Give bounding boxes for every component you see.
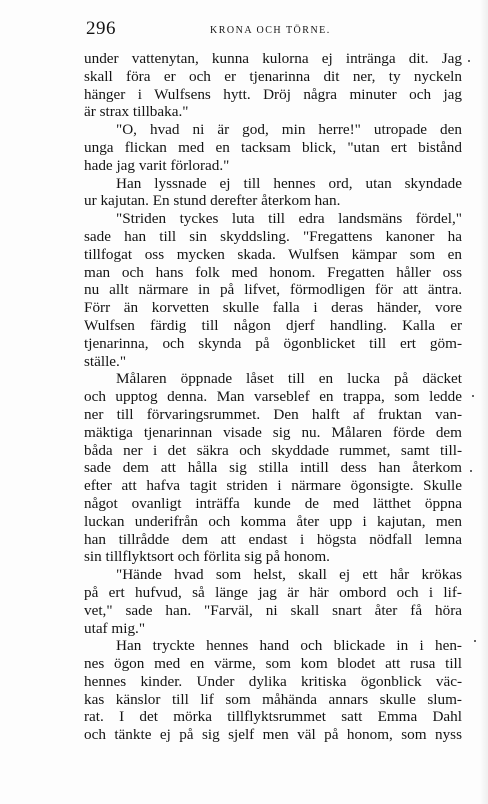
text-line: man och hans folk med honom. Fregatten håller oss xyxy=(84,263,462,281)
text-line: på ert hufvud, så länge jag är här ombord och i lif- xyxy=(84,583,462,601)
text-line: sade dem att hålla sig stilla intill dess han återkom xyxy=(84,459,462,477)
text-line: mäktiga tjenarinnan visade sig nu. Målaren förde dem xyxy=(84,423,462,441)
text-line: och tänkte ej på sig sjelf men väl på honom, som nyss xyxy=(84,726,462,744)
text-line: under vattenytan, kunna kulorna ej intränga dit. Jag xyxy=(84,50,462,67)
text-line: skall föra er och er tjenarinna dit ner, ty nyckeln xyxy=(84,67,462,85)
text-line: Han lyssnade ej till hennes ord, utan skyndade xyxy=(116,174,462,192)
text-line: rat. I det mörka tillflyktsrummet satt Emma Dahl xyxy=(84,708,462,726)
text-line: något ovanligt inträffa kunde de med lätthet öppna xyxy=(84,494,462,512)
text-line: kas känslor till lif som måhända annars skulle slum- xyxy=(84,690,462,708)
text-line: "Striden tyckes luta till edra landsmäns fördel," xyxy=(116,210,462,228)
print-speck xyxy=(468,60,470,62)
text-line: är strax tillbaka." xyxy=(84,103,189,121)
text-line: nu allt närmare in på lifvet, förmodligen för att äntra. xyxy=(84,281,462,299)
text-line: båda ner i det säkra och skyddade rummet, samt till- xyxy=(84,441,462,459)
text-line: Målaren öppnade låset till en lucka på däcket xyxy=(116,370,462,388)
text-line: Wulfsen färdig till någon djerf handling. Kalla er xyxy=(84,316,462,334)
text-line: tillfogat oss mycken skada. Wulfsen kämpar som en xyxy=(84,245,462,263)
running-title: KRONA OCH TÖRNE. xyxy=(210,25,331,36)
text-line: hade jag varit förlorad." xyxy=(84,156,230,174)
text-line: hänger i Wulfsens hytt. Dröj några minuter och jag xyxy=(84,85,462,103)
text-line: nes ögon med en värme, som kom blodet att rusa till xyxy=(84,655,462,673)
text-line: efter att hafva tagit striden i närmare ögonsigte. Skulle xyxy=(84,477,462,495)
text-line: sin tillflyktsort och förlita sig på honom. xyxy=(84,548,330,566)
text-line: och upptog denna. Man varseblef en trappa, som ledde xyxy=(84,388,462,406)
text-line: han tillrådde dem att endast i högsta nödfall lemna xyxy=(84,530,462,548)
running-head xyxy=(86,18,456,40)
text-line: sade han till sin skyddsling. "Fregattens kanoner ha xyxy=(84,227,462,245)
text-line: luckan underifrån och komma åter upp i kajutan, men xyxy=(84,512,462,530)
text-line: ställe." xyxy=(84,352,127,370)
text-line: ur kajutan. En stund derefter återkom han. xyxy=(84,192,341,210)
page-edge-shadow xyxy=(480,0,488,804)
text-line: Förr än korvetten skulle falla i deras händer, vore xyxy=(84,299,462,317)
text-line: unga flickan med en tacksam blick, "utan ert bistånd xyxy=(84,138,462,156)
text-line: tjenarinna, och skynda på ögonblicket till ert göm- xyxy=(84,334,462,352)
text-line: "O, hvad ni är god, min herre!" utropade den xyxy=(116,121,462,139)
body-text xyxy=(84,50,462,744)
text-line: Han tryckte hennes hand och blickade in i hen- xyxy=(116,637,462,655)
text-line: ner till förvaringsrummet. Den halft af fruktan van- xyxy=(84,405,462,423)
page-number: 296 xyxy=(86,18,116,39)
text-line: utaf mig." xyxy=(84,619,146,637)
print-speck xyxy=(472,395,474,397)
text-line: "Hände hvad som helst, skall ej ett hår krökas xyxy=(116,566,462,584)
print-speck xyxy=(470,470,472,472)
text-line: vet," sade han. "Farväl, ni skall snart åter få höra xyxy=(84,601,462,619)
print-speck xyxy=(474,640,476,642)
text-line: hennes kinder. Under dylika kritiska ögonblick väc- xyxy=(84,672,462,690)
